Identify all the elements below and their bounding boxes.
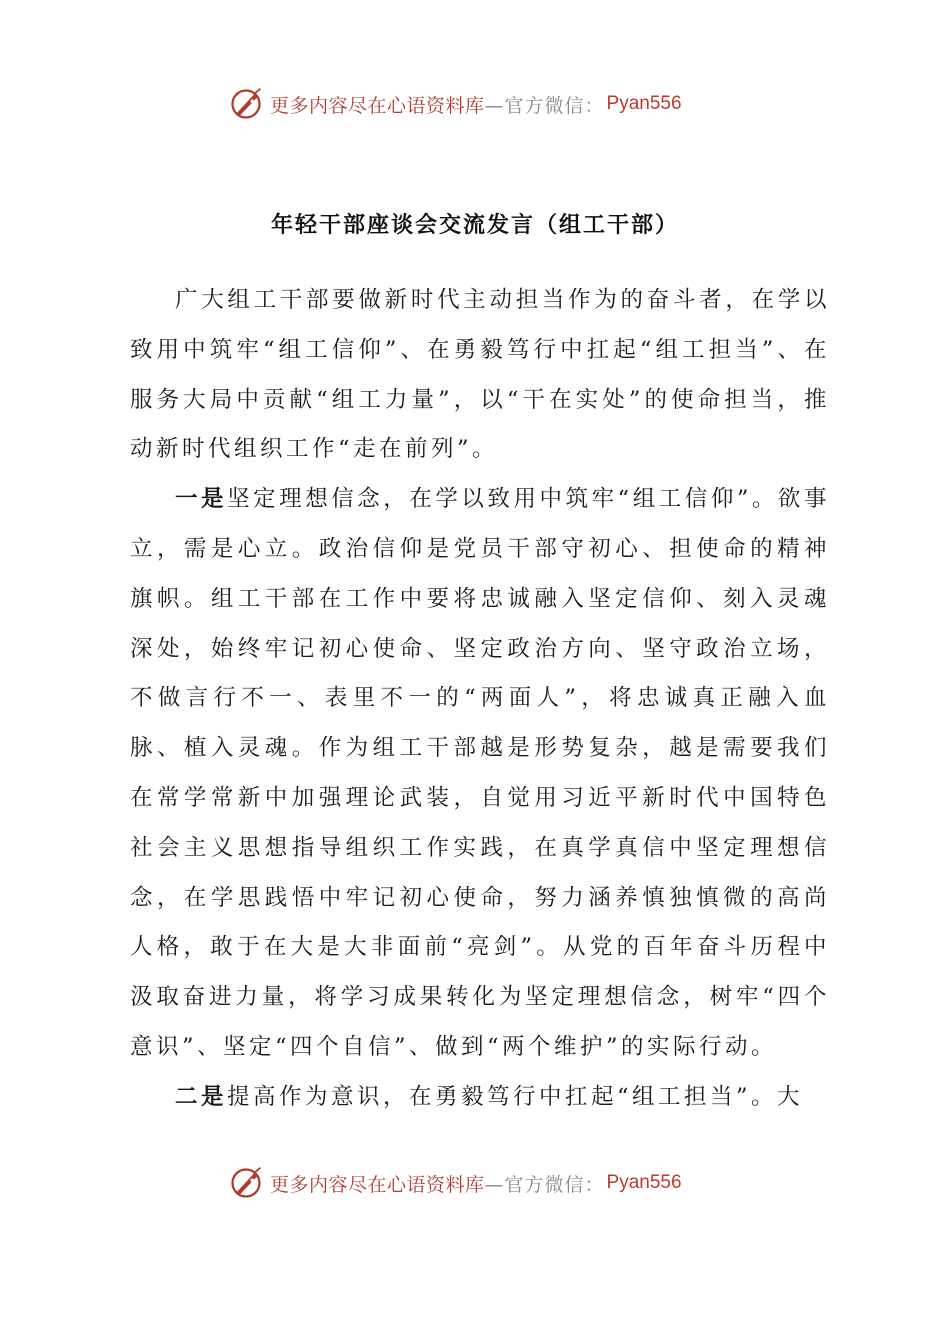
watermark-brand: 更多内容尽在心语资料库 [270,94,485,117]
watermark-wechat-id: Pyan556 [606,1172,682,1193]
document-body [130,276,830,1123]
point-one-text: 坚定理想信念，在学以致用中筑牢“组工信仰”。欲事立，需是心立。政治信仰是党员干部守初心、担使命的精神旗帜。组工干部在工作中要将忠诚融入坚定信仰、刻入灵魂深处，始终牢记初心使命、坚定政治方向、坚守政治立场，不做言行不一、表里不一的“两面人”，将忠诚真正融入血脉、植入灵魂。作为组工干部越是形势复杂，越是需要我们在常学常新中加强理论武装，自觉用习近平新时代中国特色社会主义思想指导组织工作实践，在真学真信中坚定理想信念，在学思践悟中牢记初心使命，努力涵养慎独慎微的高尚人格，敢于在大是大非面前“亮剑”。从党的百年奋斗历程中汲取奋进力量，将学习成果转化为坚定理想信念，树牢“四个意识”、坚定“四个自信”、做到“两个维护”的实际行动。 [130,486,830,1060]
point-one-lead: 一是 [175,486,228,513]
watermark-wechat-id: Pyan556 [606,93,682,114]
watermark-footer [228,1163,682,1203]
watermark-wechat-label: —官方微信： [484,1173,605,1196]
document-title: 年轻干部座谈会交流发言（组工干部） [270,213,679,238]
point-two-lead: 二是 [175,1083,228,1110]
watermark-brand: 更多内容尽在心语资料库 [270,1173,485,1196]
point-two-paragraph [130,1073,830,1123]
quill-logo-icon [228,86,264,122]
watermark-wechat-label: —官方微信： [484,94,605,117]
intro-paragraph: 广大组工干部要做新时代主动担当作为的奋斗者，在学以致用中筑牢“组工信仰”、在勇毅笃行中扛起“组工担当”、在服务大局中贡献“组工力量”，以“干在实处”的使命担当，推动新时代组织工作“走在前列”。 [130,287,830,463]
quill-logo-icon [228,1165,264,1201]
point-two-text: 提高作为意识，在勇毅笃行中扛起“组工担当”。大 [227,1083,804,1110]
watermark-header [228,84,682,124]
point-one-paragraph [130,475,830,1073]
